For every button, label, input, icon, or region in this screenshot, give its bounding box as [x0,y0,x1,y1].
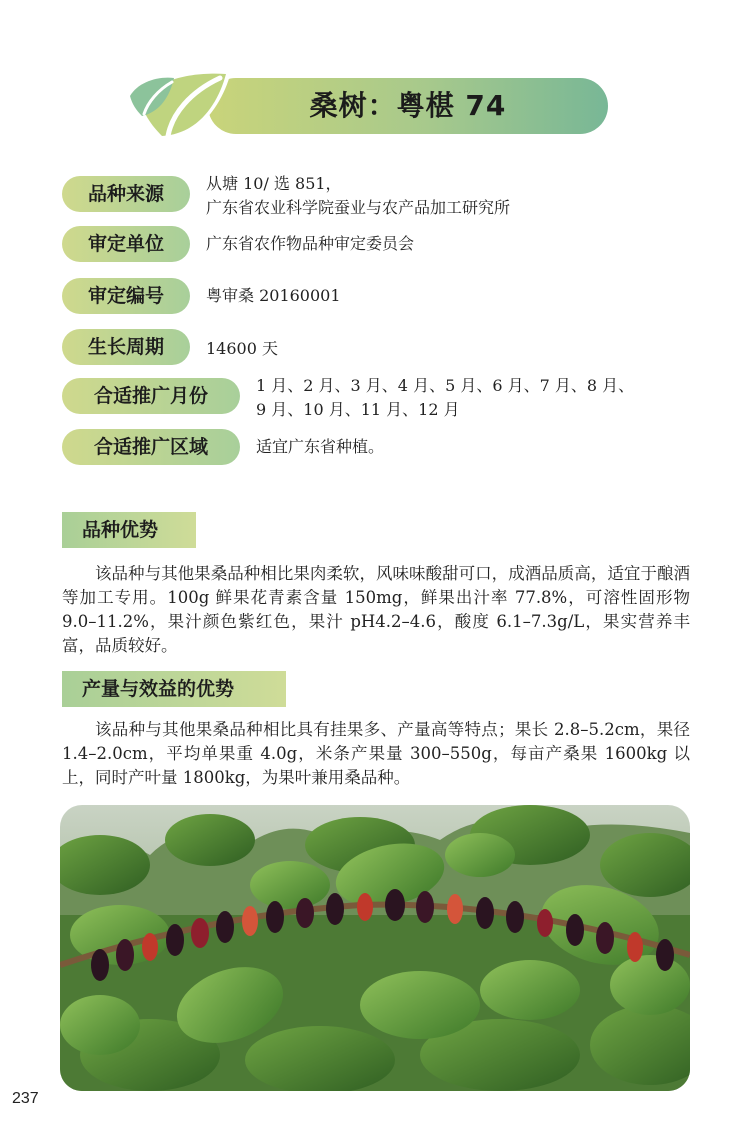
info-value: 适宜广东省种植。 [256,437,385,456]
info-value: 1 月、2 月、3 月、4 月、5 月、6 月、7 月、8 月、 9 月、10 月、11 月、12 月 [256,376,635,419]
label-pill: 合适推广月份 [62,378,240,414]
section-heading: 品种优势 [62,512,196,548]
section-paragraph: 该品种与其他果桑品种相比具有挂果多、产量高等特点；果长 2.8–5.2cm，果径 1.4–2.0cm，平均单果重 4.0g，米条产果量 300–550g，每亩产桑果 1600kg 以上，同时产叶量 1800kg，为果叶兼用桑品种。 [62,720,690,787]
label-pill: 合适推广区域 [62,429,240,465]
title-banner [128,62,612,146]
info-value: 广东省农作物品种审定委员会 [206,234,415,253]
mulberry-photo [60,805,690,1091]
info-value: 14600 天 [206,339,278,358]
info-value: 粤审桑 20160001 [206,286,341,305]
section-heading: 产量与效益的优势 [62,671,286,707]
info-value: 从塘 10/ 选 851， 广东省农业科学院蚕业与农产品加工研究所 [206,174,511,217]
page-number: 237 [12,1090,39,1107]
label-pill: 审定单位 [62,226,190,262]
label-pill: 生长周期 [62,329,190,365]
page-title: 桑树：粤椹 74 [309,89,507,122]
mulberry-branch-image [60,805,690,1091]
label-pill: 审定编号 [62,278,190,314]
section-paragraph: 该品种与其他果桑品种相比果肉柔软，风味味酸甜可口，成酒品质高，适宜于酿酒等加工专用。100g 鲜果花青素含量 150mg，鲜果出汁率 77.8%，可溶性固形物 9.0–11.2%，果汁颜色紫红色，果汁 pH4.2–4.6，酸度 6.1–7.3g/L，果实营养丰富，品质较好。 [62,564,690,655]
label-pill: 品种来源 [62,176,190,212]
leaf-icon [128,62,238,146]
